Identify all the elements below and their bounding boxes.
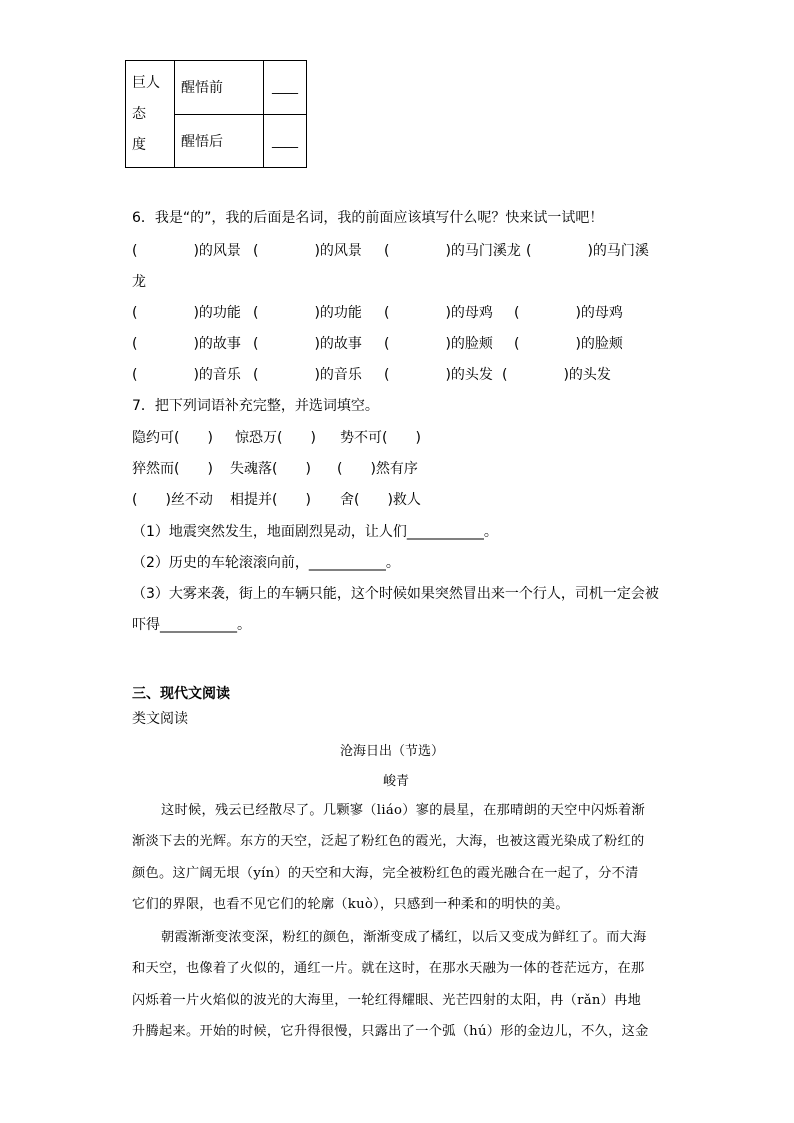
q6-item: ( )的故事 bbox=[132, 336, 241, 352]
passage-line: 朝霞渐渐变浓变深，粉红的颜色，渐渐变成了橘红，以后又变成为鲜红了。而大海 bbox=[161, 930, 647, 945]
passage-line: 闪烁着一片火焰似的波光的大海里，一轮红得耀眼、光芒四射的太阳，冉（rǎn）冉地 bbox=[132, 993, 642, 1008]
attitude-table bbox=[125, 60, 307, 168]
q6-item: ( )的母鸡 bbox=[514, 305, 623, 321]
subject-line: 度 bbox=[132, 136, 146, 153]
q7-sentence: 吓得___________。 bbox=[132, 617, 251, 633]
q6-item: ( )的母鸡 bbox=[384, 305, 493, 321]
section-subheading: 类文阅读 bbox=[132, 711, 188, 727]
q6-item: ( )的脸颊 bbox=[384, 336, 493, 352]
passage-line: 升腾起来。开始的时候，它升得很慢，只露出了一个弧（hú）形的金边儿，不久，这金 bbox=[132, 1024, 649, 1039]
passage-author: 峻青 bbox=[383, 774, 410, 789]
q6-item: ( )的头发 bbox=[502, 367, 611, 383]
passage-line: 颜色。这广阔无垠（yín）的天空和大海，完全被粉红色的霞光融合在一起了，分不清 bbox=[132, 866, 639, 881]
q6-item: ( )的功能 bbox=[132, 305, 241, 321]
q7-word: ( )丝不动 bbox=[132, 492, 213, 508]
q6-item: ( )的故事 bbox=[253, 336, 362, 352]
passage-line: 它们的界限，也看不见它们的轮廓（kuò），只感到一种柔和的明快的美。 bbox=[132, 897, 569, 912]
subject-line: 巨人 bbox=[132, 74, 160, 91]
q6-item: ( )的风景 bbox=[132, 243, 241, 259]
q7-prompt: 7．把下列词语补充完整，并选词填空。 bbox=[132, 398, 379, 414]
table-blank[interactable] bbox=[264, 61, 307, 115]
q7-word: 失魂落( ) bbox=[230, 461, 311, 477]
q6-item: ( )的头发 bbox=[384, 367, 493, 383]
q7-word: 势不可( ) bbox=[340, 430, 421, 446]
q7-sentence: （1）地震突然发生，地面剧烈晃动，让人们___________。 bbox=[132, 524, 498, 540]
q7-word: 相提并( ) bbox=[230, 492, 311, 508]
passage-line: 这时候，残云已经散尽了。几颗寥（liáo）寥的晨星，在那晴朗的天空中闪烁着渐 bbox=[161, 803, 646, 818]
q6-prompt: 6．我是“的”，我的后面是名词，我的前面应该填写什么呢？快来试一试吧！ bbox=[132, 210, 604, 226]
q7-word: 惊恐万( ) bbox=[235, 430, 316, 446]
q6-item: ( )的风景 bbox=[253, 243, 362, 259]
q6-item: ( )的功能 bbox=[253, 305, 362, 321]
q7-word: 猝然而( ) bbox=[132, 461, 213, 477]
passage-title: 沧海日出（节选） bbox=[340, 744, 445, 759]
blank-line: ____ bbox=[272, 80, 298, 96]
q7-word: ( )然有序 bbox=[337, 461, 418, 477]
q7-sentence: （2）历史的车轮滚滚向前，___________。 bbox=[132, 555, 400, 571]
section-heading: 三、现代文阅读 bbox=[132, 686, 230, 702]
q6-item: ( )的音乐 bbox=[132, 367, 241, 383]
q6-item: ( )的音乐 bbox=[253, 367, 362, 383]
subject-line: 态 bbox=[132, 105, 146, 122]
passage-line: 渐淡下去的光辉。东方的天空，泛起了粉红色的霞光，大海，也被这霞光染成了粉红的 bbox=[132, 834, 645, 849]
q7-word: 舍( )救人 bbox=[340, 492, 421, 508]
q6-item: 龙 bbox=[132, 274, 146, 290]
q6-item: ( )的马门溪龙 bbox=[384, 243, 521, 259]
q6-item: ( )的脸颊 bbox=[514, 336, 623, 352]
passage-line: 和天空，也像着了火似的，通红一片。就在这时，在那水天融为一体的苍茫远方，在那 bbox=[132, 961, 645, 976]
table-row-label: 醒悟前 bbox=[175, 61, 264, 115]
table-row-label: 醒悟后 bbox=[175, 114, 264, 168]
q7-word: 隐约可( ) bbox=[132, 430, 213, 446]
blank-line: ____ bbox=[272, 133, 298, 149]
table-blank[interactable] bbox=[264, 114, 307, 168]
q7-sentence: （3）大雾来袭，街上的车辆只能，这个时候如果突然冒出来一个行人，司机一定会被 bbox=[132, 586, 659, 602]
table-subject-cell bbox=[126, 61, 175, 168]
q6-item: ( )的马门溪 bbox=[526, 243, 649, 259]
